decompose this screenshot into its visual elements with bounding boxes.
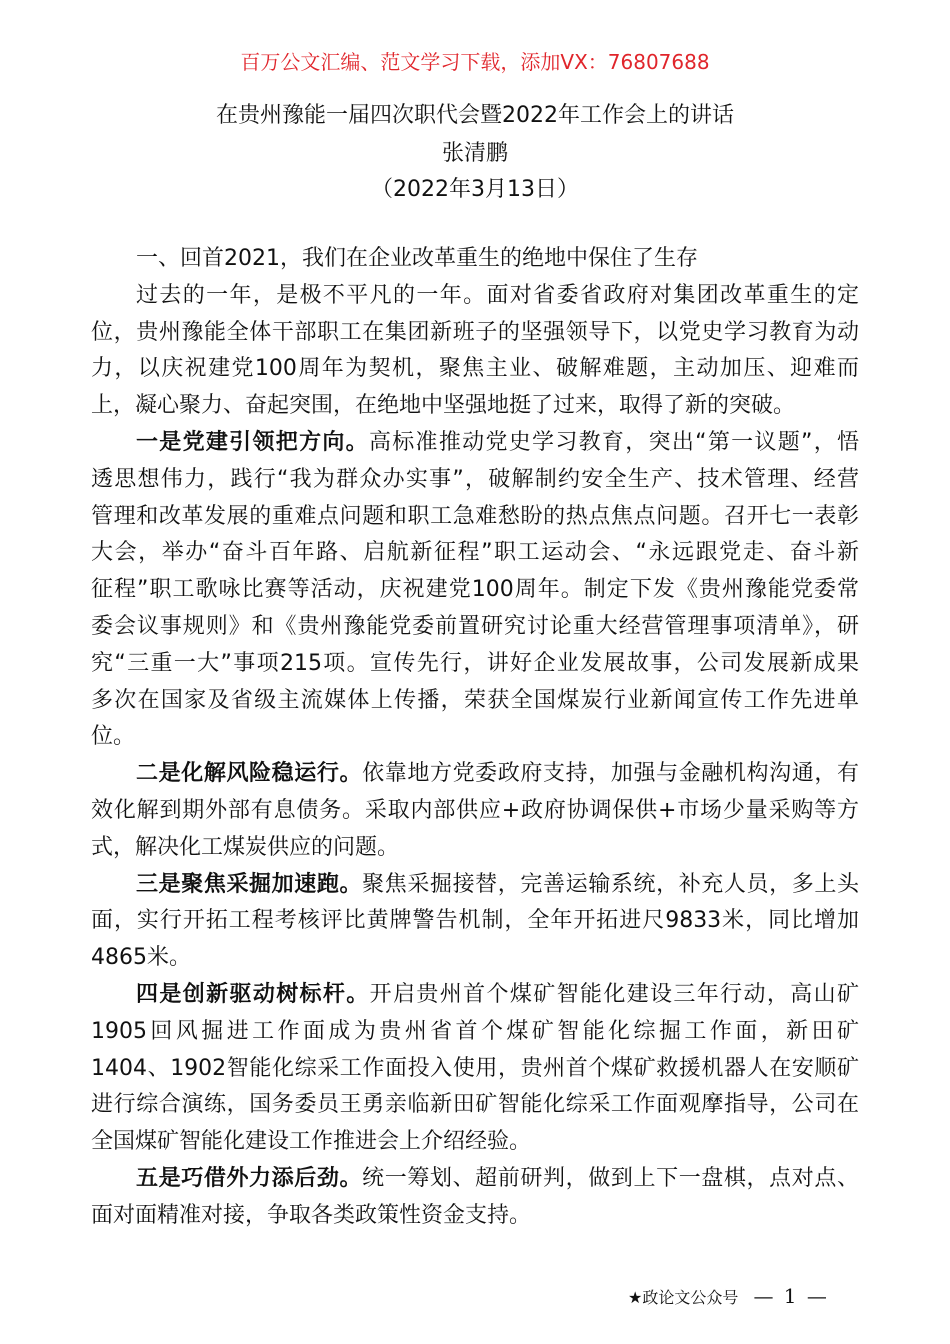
paragraph-line bbox=[91, 719, 859, 756]
paragraph-line bbox=[91, 977, 859, 1014]
paragraph-line bbox=[91, 1124, 859, 1161]
line-text: 1404、1902智能化综采工作面投入使用，贵州首个煤矿救援机器人在安顺矿 bbox=[91, 1055, 859, 1081]
paragraph-line bbox=[91, 903, 859, 940]
paragraph-line bbox=[91, 315, 859, 352]
line-text: 一、回首2021，我们在企业改革重生的绝地中保住了生存 bbox=[136, 246, 698, 271]
paragraph-line bbox=[91, 646, 859, 683]
paragraph bbox=[91, 425, 859, 756]
line-text: 统一筹划、超前研判，做到上下一盘棋，点对点、 bbox=[362, 1165, 859, 1191]
paragraph-line bbox=[91, 572, 859, 609]
line-text: 面对面精准对接，争取各类政策性资金支持。 bbox=[91, 1202, 532, 1228]
line-text: 大会，举办“奋斗百年路、启航新征程”职工运动会、“永远跟党走、奋斗新 bbox=[91, 540, 859, 566]
paragraph-line bbox=[91, 1014, 859, 1051]
paragraph-line bbox=[91, 867, 859, 904]
paragraph bbox=[91, 278, 859, 425]
line-text: 效化解到期外部有息债务。采取内部供应+政府协调保供+市场少量采购等方 bbox=[91, 797, 859, 823]
section-heading bbox=[91, 241, 859, 278]
paragraph-line bbox=[91, 499, 859, 536]
paragraph-line bbox=[91, 388, 859, 425]
line-text: 委会议事规则》和《贵州豫能党委前置研究讨论重大经营管理事项清单》，研 bbox=[91, 613, 859, 639]
paragraph-line bbox=[91, 1051, 859, 1088]
paragraph-lead: 五是巧借外力添后劲。 bbox=[136, 1165, 363, 1191]
document-body bbox=[91, 241, 859, 1235]
paragraph-line bbox=[91, 1198, 859, 1235]
paragraph-line bbox=[91, 462, 859, 499]
paragraph-lead: 四是创新驱动树标杆。 bbox=[136, 981, 370, 1007]
line-text: 究“三重一大”事项215项。宣传先行，讲好企业发展故事，公司发展新成果 bbox=[91, 650, 859, 676]
paragraph bbox=[91, 867, 859, 977]
paragraph-line bbox=[91, 756, 859, 793]
watermark-banner: 百万公文汇编、范文学习下载，添加VX：76807688 bbox=[240, 50, 710, 74]
line-text: 式，解决化工煤炭供应的问题。 bbox=[91, 834, 400, 860]
paragraph-line bbox=[91, 830, 859, 867]
paragraph-line bbox=[91, 278, 859, 315]
line-text: 开启贵州首个煤矿智能化建设三年行动，高山矿 bbox=[369, 981, 859, 1007]
line-text: 多次在国家及省级主流媒体上传播，荣获全国煤炭行业新闻宣传工作先进单 bbox=[91, 687, 859, 713]
page-footer bbox=[628, 1284, 829, 1308]
paragraph-line bbox=[91, 1087, 859, 1124]
date: （2022年3月13日） bbox=[371, 177, 579, 202]
line-text: 高标准推动党史学习教育，突出“第一议题”，悟 bbox=[368, 429, 859, 455]
paragraph-line bbox=[91, 351, 859, 388]
line-text: 全国煤矿智能化建设工作推进会上介绍经验。 bbox=[91, 1129, 532, 1155]
line-text: 依靠地方党委政府支持，加强与金融机构沟通，有 bbox=[362, 761, 859, 787]
paragraph-line bbox=[91, 940, 859, 977]
paragraph-lead: 二是化解风险稳运行。 bbox=[136, 761, 363, 787]
paragraph-line bbox=[91, 609, 859, 646]
line-text: 透思想伟力，践行“我为群众办实事”，破解制约安全生产、技术管理、经营 bbox=[91, 466, 859, 492]
line-text: 4865米。 bbox=[91, 945, 191, 971]
line-text: 位。 bbox=[91, 724, 136, 750]
line-text: 过去的一年，是极不平凡的一年。面对省委省政府对集团改革重生的定 bbox=[136, 282, 859, 308]
author: 张清鹏 bbox=[441, 141, 508, 166]
document-title: 在贵州豫能一届四次职代会暨2022年工作会上的讲话 bbox=[216, 103, 734, 128]
line-text: 管理和改革发展的重难点问题和职工急难愁盼的热点焦点问题。召开七一表彰 bbox=[91, 503, 859, 529]
paragraph-line bbox=[91, 425, 859, 462]
paragraph-line bbox=[91, 241, 859, 278]
footer-source: ★政论文公众号 bbox=[628, 1288, 739, 1307]
line-text: 征程”职工歌咏比赛等活动，庆祝建党100周年。制定下发《贵州豫能党委常 bbox=[91, 577, 859, 603]
paragraph-lead: 一是党建引领把方向。 bbox=[136, 429, 369, 455]
paragraph bbox=[91, 1161, 859, 1235]
line-text: 位，贵州豫能全体干部职工在集团新班子的坚强领导下，以党史学习教育为动 bbox=[91, 319, 859, 345]
line-text: 力，以庆祝建党100周年为契机，聚焦主业、破解难题，主动加压、迎难而 bbox=[91, 356, 859, 382]
line-text: 进行综合演练，国务委员王勇亲临新田矿智能化综采工作面观摩指导，公司在 bbox=[91, 1092, 859, 1118]
page-number: — 1 — bbox=[753, 1284, 829, 1308]
paragraph-line bbox=[91, 1161, 859, 1198]
paragraph-lead: 三是聚焦采掘加速跑。 bbox=[136, 871, 363, 897]
paragraph-line bbox=[91, 793, 859, 830]
line-text: 上，凝心聚力、奋起突围，在绝地中坚强地挺了过来，取得了新的突破。 bbox=[91, 393, 796, 419]
line-text: 聚焦采掘接替，完善运输系统，补充人员，多上头 bbox=[362, 871, 859, 897]
line-text: 1905回风掘进工作面成为贵州省首个煤矿智能化综掘工作面，新田矿 bbox=[91, 1018, 859, 1044]
paragraph bbox=[91, 756, 859, 866]
line-text: 面，实行开拓工程考核评比黄牌警告机制，全年开拓进尺9833米，同比增加 bbox=[91, 908, 859, 934]
paragraph-line bbox=[91, 683, 859, 720]
paragraph-line bbox=[91, 535, 859, 572]
paragraph bbox=[91, 977, 859, 1161]
